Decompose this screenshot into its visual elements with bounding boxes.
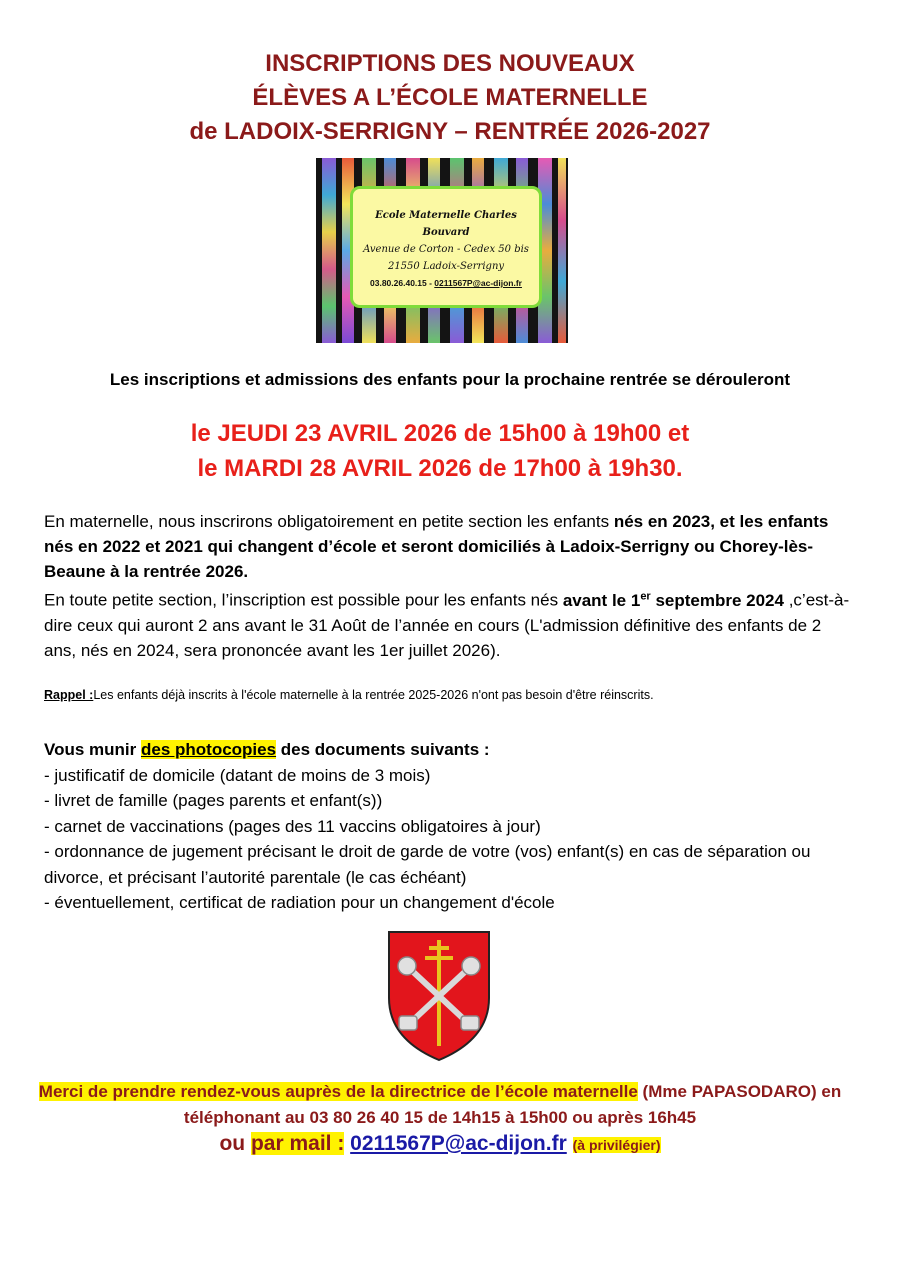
school-email: 0211567P@ac-dijon.fr	[434, 278, 522, 288]
school-street: Avenue de Corton - Cedex 50 bis	[363, 244, 529, 255]
footer-line	[0, 1079, 880, 1131]
photocopies-highlight: des photocopies	[140, 740, 277, 759]
school-name: Ecole Maternelle Charles Bouvard	[375, 210, 517, 238]
title-line-2: ÉLÈVES A L’ÉCOLE MATERNELLE	[252, 84, 648, 111]
para-text: ,c’est-à-dire ceux qui auront 2 ans avant le 31 Août de l’année en cours (L'admission définitive des enfants de 2 ans, nés en 2024, sera prononcée avant les 1er juillet 2026).	[44, 590, 850, 660]
para-bold: avant le 1	[562, 590, 641, 610]
superscript: er	[640, 590, 651, 602]
title-line-1: INSCRIPTIONS DES NOUVEAUX	[265, 50, 635, 77]
reminder-label: Rappel :	[44, 688, 94, 702]
para-text: En toute petite section, l’inscription est possible pour les enfants nés	[44, 590, 563, 610]
date-line-2: le MARDI 28 AVRIL 2026 de 17h00 à 19h30.	[197, 455, 683, 482]
footer-mail-line	[0, 1131, 880, 1158]
school-city: 21550 Ladoix-Serrigny	[387, 261, 505, 272]
documents-list	[44, 737, 864, 916]
registration-dates	[0, 416, 880, 486]
intro-text: des documents suivants :	[276, 740, 490, 759]
footer-contact	[0, 1079, 880, 1158]
school-address-card	[350, 186, 542, 308]
reminder-note	[44, 688, 864, 702]
coat-of-arms-icon	[385, 928, 493, 1062]
list-item: - justificatif de domicile (datant de moins de 3 mois)	[44, 765, 431, 785]
documents-intro	[44, 740, 490, 759]
lead-text: Les inscriptions et admissions des enfants pour la prochaine rentrée se dérouleront	[109, 370, 791, 389]
footer-mail-label: par mail :	[250, 1132, 345, 1155]
intro-text: Vous munir	[44, 740, 141, 759]
para-text: En maternelle, nous inscrirons obligatoirement en petite section les enfants	[44, 512, 614, 531]
school-phone: 03.80.26.40.15 -	[370, 278, 435, 288]
title-line-3: de LADOIX-SERRIGNY – RENTRÉE 2026-2027	[189, 118, 711, 145]
footer-or: ou	[219, 1132, 251, 1155]
date-line-1: le JEUDI 23 AVRIL 2026 de 15h00 à 19h00 et	[190, 420, 690, 447]
footer-highlight: Merci de prendre rendez-vous auprès de la directrice de l’école maternelle	[38, 1082, 638, 1101]
list-item: - livret de famille (pages parents et enfant(s))	[44, 791, 383, 810]
school-contact	[353, 275, 539, 292]
footer-text: (Mme PAPASODARO) en téléphonant au 03 80 26 40 15 de 14h15 à 15h00 ou après 16h45	[183, 1082, 842, 1127]
list-item: - éventuellement, certificat de radiation pour un changement d'école	[44, 893, 555, 912]
eligibility-paragraph	[44, 509, 854, 663]
reminder-text: Les enfants déjà inscrits à l'école maternelle à la rentrée 2025-2026 n'ont pas besoin d'être réinscrits.	[93, 688, 654, 702]
school-logo-image	[316, 158, 568, 343]
footer-priority: (à privilégier)	[572, 1137, 661, 1153]
footer-email-link[interactable]: 0211567P@ac-dijon.fr	[350, 1132, 567, 1155]
para-bold: nés en 2023, et les enfants nés en 2022 et 2021 qui changent d’école et seront domiciliés à Ladoix-Serrigny ou Chorey-lès-Beaune à la rentrée 2026.	[44, 512, 829, 581]
page-title	[0, 47, 900, 149]
list-item: - ordonnance de jugement précisant le droit de garde de votre (vos) enfant(s) en cas de séparation ou divorce, et précisant l’autorité parentale (le cas échéant)	[44, 842, 811, 887]
para-bold: septembre 2024	[650, 590, 784, 610]
list-item: - carnet de vaccinations (pages des 11 vaccins obligatoires à jour)	[44, 816, 541, 836]
